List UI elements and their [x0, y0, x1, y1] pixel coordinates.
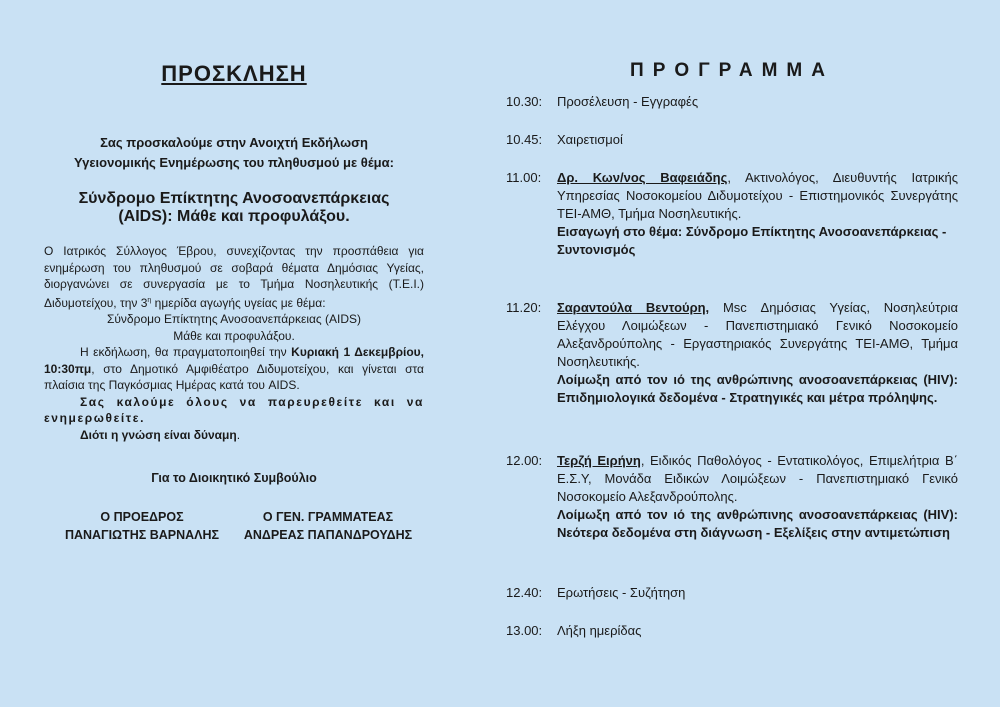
ordinal-suffix: η	[147, 296, 152, 304]
programme-item	[506, 131, 958, 149]
speaker-name: Τερζή Ειρήνη	[557, 453, 641, 468]
invitation-title: ΠΡΟΣΚΛΗΣΗ	[161, 61, 307, 86]
item-time: 10.45:	[506, 132, 543, 147]
event-location-text: , στο Δημοτικό Αμφιθέατρο Διδυμοτείχου, και γίνεται στα πλαίσια της Παγκόσμιας Ημέρας κατά του AIDS.	[44, 361, 424, 392]
speaker-name: Δρ. Κων/νος Βαφειάδης	[557, 170, 728, 185]
item-time: 12.40:	[506, 585, 543, 600]
topic-line-2: Μάθε και προφυλάξου.	[173, 328, 295, 343]
programme-item	[506, 169, 958, 259]
item-time: 13.00:	[506, 623, 543, 638]
speaker-details: , Ειδικός Παθολόγος - Εντατικολόγος, Επιμελήτρια Β΄ Ε.Σ.Υ, Μονάδα Ειδικών Λοιμώξεων - Πανεπιστημιακό Γενικό Νοσοκομείο Αλεξανδρούπολης.	[557, 453, 958, 504]
paragraph-motto	[44, 427, 424, 444]
invitation-intro	[44, 133, 424, 173]
paragraph-event-details	[44, 344, 424, 394]
item-content	[557, 299, 958, 371]
intro-line-2: Υγειονομικής Ενημέρωσης του πληθυσμού με θέμα:	[74, 155, 394, 170]
president-name: ΠΑΝΑΓΙΩΤΗΣ ΒΑΡΝΑΛΗΣ	[64, 528, 220, 542]
talk-topic: Λοίμωξη από τον ιό της ανθρώπινης ανοσοανεπάρκειας (HIV): Επιδημιολογικά δεδομένα - Στρατηγικές και μέτρα πρόληψης.	[557, 372, 958, 405]
event-details-text: Η εκδήλωση, θα πραγματοποιηθεί την	[80, 345, 292, 359]
item-content	[557, 169, 958, 223]
intro-line-1: Σας προσκαλούμε στην Ανοιχτή Εκδήλωση	[100, 135, 368, 150]
secretary-name: ΑΝΔΡΕΑΣ ΠΑΠΑΝΔΡΟΥΔΗΣ	[243, 528, 413, 542]
paragraph-organizer-text: Ο Ιατρικός Σύλλογος Έβρου, συνεχίζοντας την προσπάθεια για ενημέρωση του πληθυσμού σε σοβαρά θέματα Δημόσιας Υγείας, διοργανώνει σε συνεργασία με το Τμήμα Νοσηλευτικής (Τ.Ε.Ι.) Διδυμοτείχου, την 3	[44, 244, 424, 310]
paragraph-organizer-end: ημερίδα αγωγής υγείας με θέμα:	[151, 295, 326, 310]
item-content	[557, 452, 958, 506]
speaker-details: , Ακτινολόγος, Διευθυντής Ιατρικής Υπηρεσίας Νοσοκομείου Διδυμοτείχου - Επιστημονικός Συνεργάτης ΤΕΙ-ΑΜΘ, Τμήμα Νοσηλευτικής.	[557, 170, 958, 221]
item-time: 10.30:	[506, 94, 543, 109]
programme-item	[506, 452, 958, 542]
programme-title: ΠΡΟΓΡΑΜΜΑ	[630, 60, 834, 81]
topic-line-1: Σύνδρομο Επίκτητης Ανοσοανεπάρκειας (AIDS)	[106, 312, 362, 326]
paragraph-organizer	[44, 243, 424, 311]
item-text: Ερωτήσεις - Συζήτηση	[557, 585, 686, 600]
item-time: 11.00:	[506, 170, 542, 185]
event-date-time: Κυριακή 1 Δεκεμβρίου, 10:30πμ	[44, 345, 424, 376]
president-title: Ο ΠΡΟΕΔΡΟΣ	[100, 510, 184, 524]
item-time: 12.00:	[506, 453, 543, 468]
motto-end: .	[236, 427, 241, 442]
board-label: Για το Διοικητικό Συμβούλιο	[151, 471, 317, 485]
paragraph-call-to-attend: Σας καλούμε όλους να παρευρεθείτε και να ενημερωθείτε.	[44, 394, 424, 425]
programme-item	[506, 622, 958, 640]
subject-line-1: Σύνδρομο Επίκτητης Ανοσοανεπάρκειας	[78, 190, 390, 207]
item-text: Χαιρετισμοί	[557, 132, 623, 147]
secretary-signature	[234, 508, 422, 544]
item-text: Προσέλευση - Εγγραφές	[557, 94, 699, 109]
programme-item	[506, 299, 958, 407]
item-text: Λήξη ημερίδας	[557, 623, 642, 638]
talk-topic: Λοίμωξη από τον ιό της ανθρώπινης ανοσοανεπάρκειας (HIV): Νεότερα δεδομένα στη διάγνωση - Εξελίξεις στην αντιμετώπιση	[557, 507, 958, 540]
event-subject	[44, 190, 424, 226]
motto-text: Διότι η γνώση είναι δύναμη	[80, 427, 237, 442]
president-signature	[52, 508, 232, 544]
speaker-details: Msc Δημόσιας Υγείας, Νοσηλεύτρια Ελέγχου Λοιμώξεων - Πανεπιστημιακό Γενικό Νοσοκομείο Αλεξανδρούπολης - Εργαστηριακός Συνεργάτης ΤΕΙ-ΑΜΘ, Τμήμα Νοσηλευτικής.	[557, 300, 958, 369]
programme-item	[506, 584, 958, 602]
talk-topic: Εισαγωγή στο θέμα: Σύνδρομο Επίκτητης Ανοσοανεπάρκειας - Συντονισμός	[557, 224, 947, 257]
secretary-title: Ο ΓΕΝ. ΓΡΑΜΜΑΤΕΑΣ	[262, 510, 394, 524]
subject-line-2: (AIDS): Μάθε και προφυλάξου.	[118, 208, 350, 225]
programme-item	[506, 93, 958, 111]
speaker-name: Σαραντούλα Βεντούρη,	[557, 300, 710, 315]
invitation-body	[44, 243, 424, 443]
item-time: 11.20:	[506, 300, 542, 315]
